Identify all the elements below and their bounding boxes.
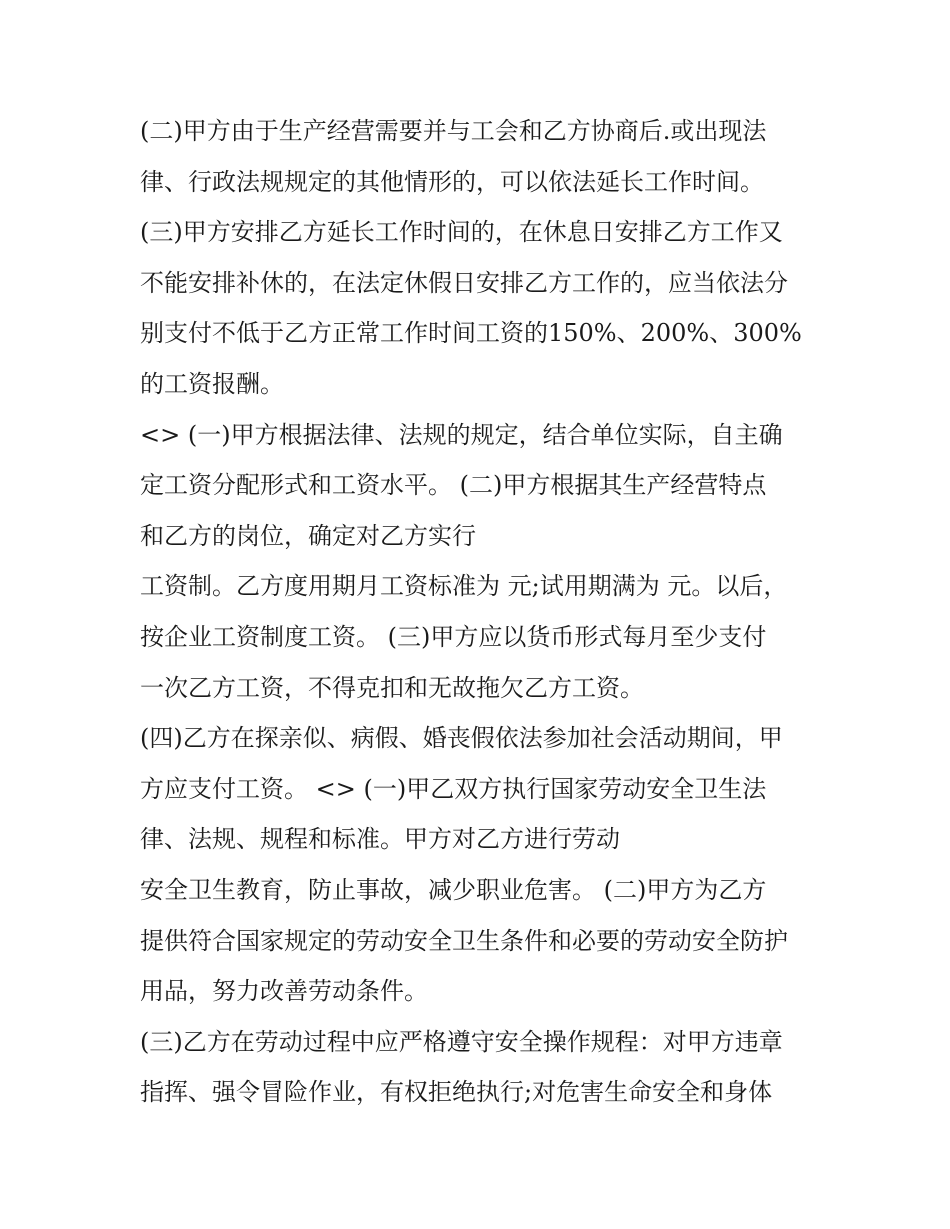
text-line-1: (二)甲方由于生产经营需要并与工会和乙方协商后.或出现法: [140, 117, 767, 145]
text-line-20: 指挥、强令冒险作业，有权拒绝执行;对危害生命安全和身体: [140, 1078, 773, 1107]
text-line-11: 按企业工资制度工资。 (三)甲方应以货币形式每月至少支付: [140, 622, 767, 651]
text-line-4: 不能安排补休的，在法定休假日安排乙方工作的，应当依法分: [140, 268, 788, 297]
text-line-15: 律、法规、规程和标准。甲方对乙方进行劳动: [140, 825, 620, 854]
text-line-17: 提供符合国家规定的劳动安全卫生条件和必要的劳动安全防护: [140, 926, 788, 955]
text-line-8: 定工资分配形式和工资水平。 (二)甲方根据其生产经营特点: [140, 471, 767, 500]
text-line-2: 律、行政法规规定的其他情形的，可以依法延长工作时间。: [140, 167, 764, 196]
text-line-9: 和乙方的岗位，确定对乙方实行: [140, 521, 476, 550]
document-body: [140, 106, 830, 1118]
text-line-10: 工资制。乙方度用期月工资标准为 元;试用期满为 元。以后，: [140, 572, 788, 601]
text-line-7: <> (一)甲方根据法律、法规的规定，结合单位实际，自主确: [140, 420, 783, 449]
text-line-13: (四)乙方在探亲似、病假、婚丧假依法参加社会活动期间，甲: [140, 724, 783, 753]
text-line-14: 方应支付工资。 <> (一)甲乙双方执行国家劳动安全卫生法: [140, 774, 767, 803]
text-line-3: (三)甲方安排乙方延长工作时间的，在休息日安排乙方工作又: [140, 218, 783, 247]
text-line-5: 别支付不低于乙方正常工作时间工资的150%、200%、300%: [140, 319, 802, 348]
text-line-16: 安全卫生教育，防止事故，减少职业危害。 (二)甲方为乙方: [140, 875, 767, 904]
text-line-12: 一次乙方工资，不得克扣和无故拖欠乙方工资。: [140, 673, 644, 702]
text-line-6: 的工资报酬。: [140, 369, 284, 398]
text-line-18: 用品，努力改善劳动条件。: [140, 977, 428, 1006]
text-line-19: (三)乙方在劳动过程中应严格遵守安全操作规程：对甲方违章: [140, 1027, 783, 1056]
